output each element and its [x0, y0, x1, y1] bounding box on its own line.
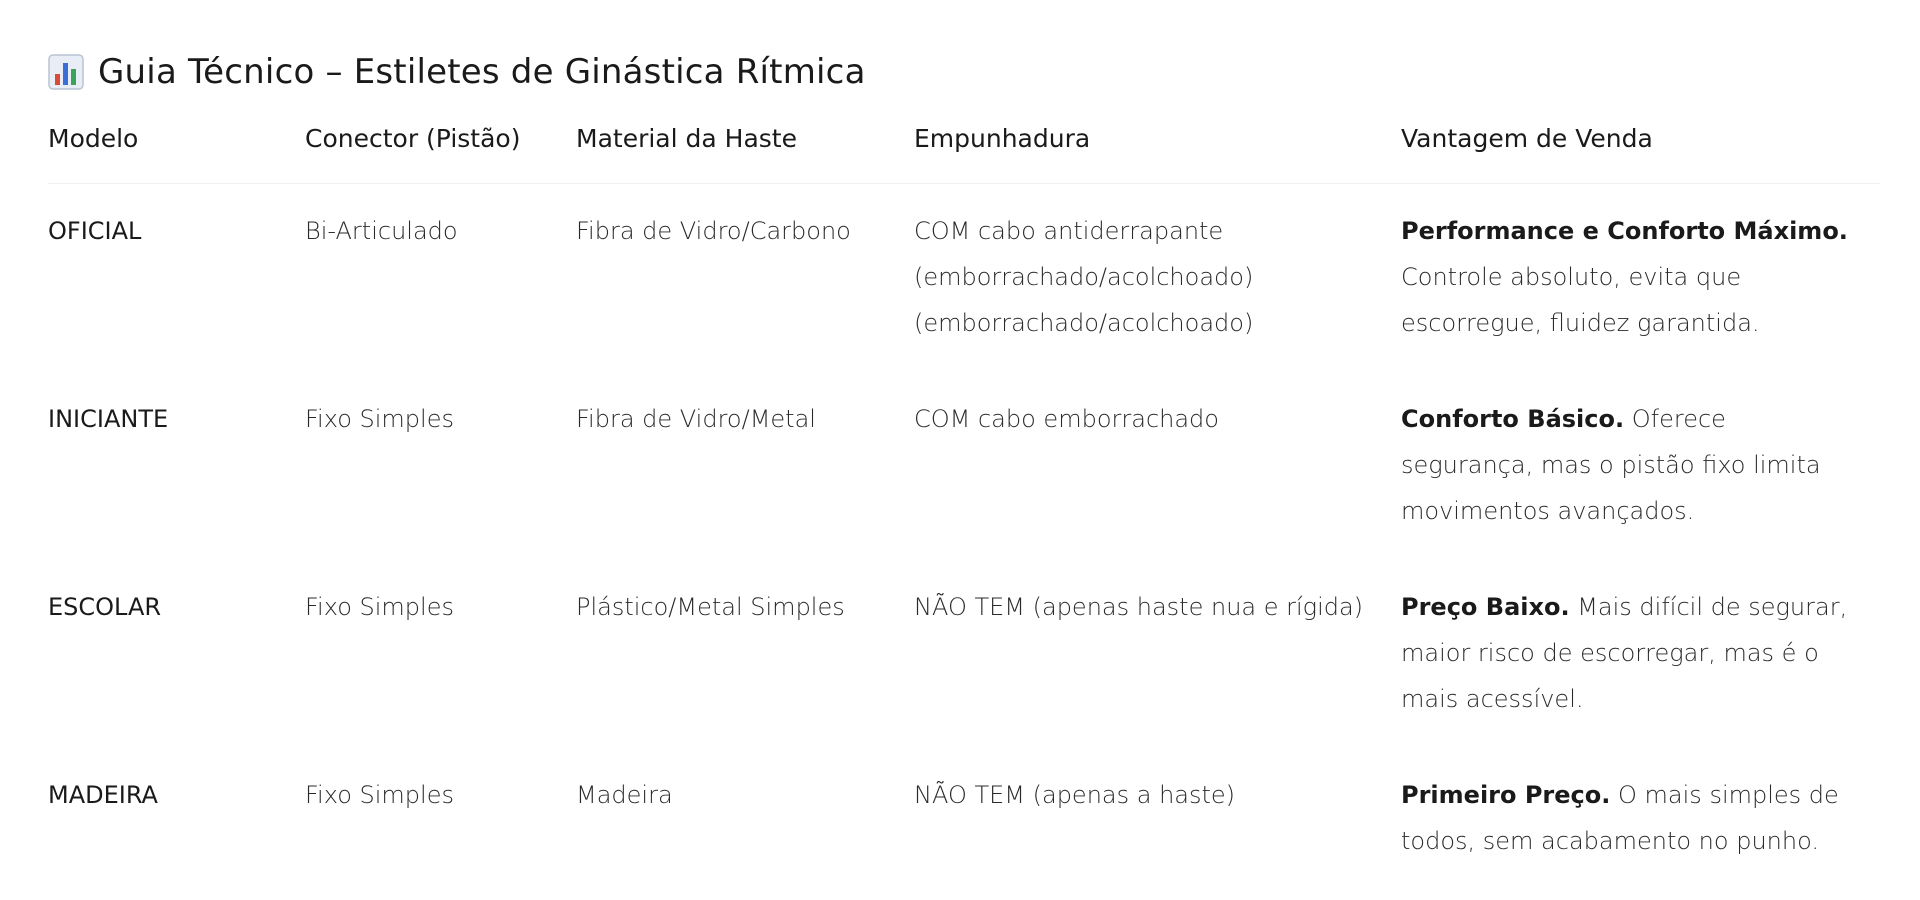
table-row: [48, 560, 1880, 748]
table-row: [48, 184, 1880, 373]
column-header-connector: Conector (Pistão): [305, 118, 576, 184]
bar-chart-icon: [48, 54, 84, 90]
cell-advantage: [1401, 184, 1880, 373]
cell-grip: [914, 184, 1401, 373]
advantage-text: O mais simples de todos, sem acabamento no punho.: [1401, 781, 1839, 855]
column-header-material: Material da Haste: [576, 118, 914, 184]
cell-material: Fibra de Vidro/Metal: [576, 405, 816, 433]
grip-line: COM cabo emborrachado: [914, 405, 1219, 433]
cell-advantage: [1401, 372, 1880, 560]
cell-material: Plástico/Metal Simples: [576, 593, 845, 621]
cell-connector: Fixo Simples: [305, 405, 454, 433]
cell-grip: [914, 748, 1401, 890]
table-row: [48, 748, 1880, 890]
grip-line: (emborrachado/acolchoado): [914, 309, 1254, 337]
page-title: Guia Técnico – Estiletes de Ginástica Rítmica: [98, 52, 866, 92]
advantage-lead: Conforto Básico.: [1401, 405, 1625, 433]
cell-grip: [914, 560, 1401, 748]
grip-line: NÃO TEM (apenas haste nua e rígida): [914, 593, 1364, 621]
cell-model: MADEIRA: [48, 781, 158, 809]
advantage-text: Mais difícil de segurar, maior risco de escorregar, mas é o mais acessível.: [1401, 593, 1848, 713]
cell-material: Madeira: [576, 781, 673, 809]
grip-line: NÃO TEM (apenas a haste): [914, 781, 1236, 809]
cell-model: ESCOLAR: [48, 593, 162, 621]
cell-material: Fibra de Vidro/Carbono: [576, 217, 851, 245]
advantage-text: Oferece segurança, mas o pistão fixo limita movimentos avançados.: [1401, 405, 1821, 525]
grip-line: (emborrachado/acolchoado): [914, 263, 1254, 291]
grip-line: COM cabo antiderrapante: [914, 217, 1224, 245]
cell-model: INICIANTE: [48, 405, 169, 433]
table-header-row: [48, 118, 1880, 184]
cell-connector: Fixo Simples: [305, 593, 454, 621]
column-header-model: Modelo: [48, 118, 305, 184]
cell-advantage: [1401, 560, 1880, 748]
column-header-advantage: Vantagem de Venda: [1401, 118, 1880, 184]
advantage-lead: Performance e Conforto Máximo.: [1401, 217, 1848, 245]
advantage-text: Controle absoluto, evita que escorregue, fluidez garantida.: [1401, 263, 1760, 337]
guide-table: [48, 118, 1880, 890]
table-row: [48, 372, 1880, 560]
advantage-lead: Primeiro Preço.: [1401, 781, 1611, 809]
cell-connector: Bi-Articulado: [305, 217, 458, 245]
title-row: [48, 52, 866, 92]
cell-model: OFICIAL: [48, 217, 142, 245]
cell-connector: Fixo Simples: [305, 781, 454, 809]
column-header-grip: Empunhadura: [914, 118, 1401, 184]
cell-advantage: [1401, 748, 1880, 890]
cell-grip: [914, 372, 1401, 560]
advantage-lead: Preço Baixo.: [1401, 593, 1570, 621]
